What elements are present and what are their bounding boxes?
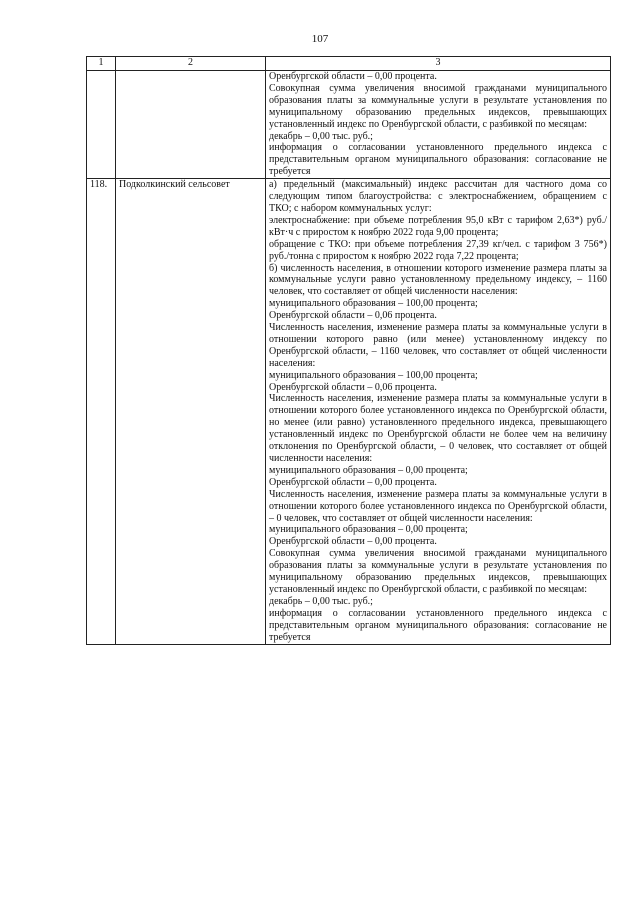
paragraph: Численность населения, изменение размера платы за коммунальные услуги в отношении которого равно (или менее) установленному индексу по Оренбургской области, – 1160 человек, что составляет от общей численности населения: (269, 322, 607, 369)
paragraph: Оренбургской области – 0,00 процента. (269, 71, 437, 82)
page-number: 107 (311, 33, 329, 45)
paragraph: Оренбургской области – 0,06 процента. (269, 381, 437, 393)
paragraph: декабрь – 0,00 тыс. руб.; (269, 130, 373, 142)
header-col-3: 3 (266, 57, 611, 71)
paragraph: обращение с ТКО: при объеме потребления 27,39 кг/чел. с тарифом 3 756*) руб./тонна с приростом к ноябрю 2022 года 7,22 процента; (269, 238, 607, 262)
paragraph: Оренбургской области – 0,00 процента. (269, 536, 437, 548)
paragraph: муниципального образования – 100,00 процента; (269, 298, 478, 310)
header-col-2: 2 (116, 57, 266, 71)
paragraph: Совокупная сумма увеличения вносимой гражданами муниципального образования платы за коммунальные услуги в результате установления по муниципальному образованию предельных индексов, превышающих установленный индекс по Оренбургской области, с разбивкой по месяцам: (269, 82, 607, 130)
paragraph: Численность населения, изменение размера платы за коммунальные услуги в отношении которого более установленного индекса по Оренбургской области, – 0 человек, что составляет от общей численности населения: (269, 488, 607, 524)
entry-number: 118. (87, 179, 116, 644)
header-col-1: 1 (87, 57, 116, 71)
continuation-text-cell (266, 71, 611, 179)
paragraph: Оренбургской области – 0,06 процента. (269, 310, 437, 322)
paragraph: муниципального образования – 0,00 процента; (269, 524, 468, 536)
continuation-number-cell (87, 71, 116, 179)
paragraph: электроснабжение: при объеме потребления 95,0 кВт с тарифом 2,63*) руб./кВт·ч с приростом к ноябрю 2022 года 9,00 процента; (269, 214, 607, 238)
entry-text-cell (266, 179, 611, 644)
paragraph: Численность населения, изменение размера платы за коммунальные услуги в отношении которого более установленного индекса по Оренбургской области, но менее (или равно) установленного предельного индекса, превышающего установленный индекс по Оренбургской области не более чем на величину отклонения по Оренбургской области, – 0 человек, что составляет от общей численности населения: (269, 393, 607, 464)
paragraph: Совокупная сумма увеличения вносимой гражданами муниципального образования платы за коммунальные услуги в результате установления по муниципальному образованию предельных индексов, превышающих установленный индекс по Оренбургской области, с разбивкой по месяцам: (269, 548, 607, 595)
paragraph: б) численность населения, в отношении которого изменение размера платы за коммунальные услуги равно установленному предельному индексу, – 1160 человек, что составляет от общей численности населения: (269, 262, 607, 298)
continuation-row (87, 71, 611, 179)
paragraph: а) предельный (максимальный) индекс рассчитан для частного дома со следующим типом благоустройства: с электроснабжением, обращением с ТКО; с набором коммунальных услуг: (269, 179, 607, 214)
paragraph: информация о согласовании установленного предельного индекса с представительным органом муниципального образования: согласование не требуется (269, 142, 607, 178)
paragraph: муниципального образования – 100,00 процента; (269, 369, 478, 381)
paragraph: информация о согласовании установленного предельного индекса с представительным органом муниципального образования: согласование не требуется (269, 607, 607, 643)
entry-municipality: Подколкинский сельсовет (116, 179, 266, 644)
paragraph: декабрь – 0,00 тыс. руб.; (269, 595, 373, 607)
paragraph: муниципального образования – 0,00 процента; (269, 464, 468, 476)
index-table (86, 56, 611, 645)
table-header-row (87, 57, 611, 71)
paragraph: Оренбургской области – 0,00 процента. (269, 476, 437, 488)
continuation-municipality-cell (116, 71, 266, 179)
entry-row-118 (87, 179, 611, 644)
